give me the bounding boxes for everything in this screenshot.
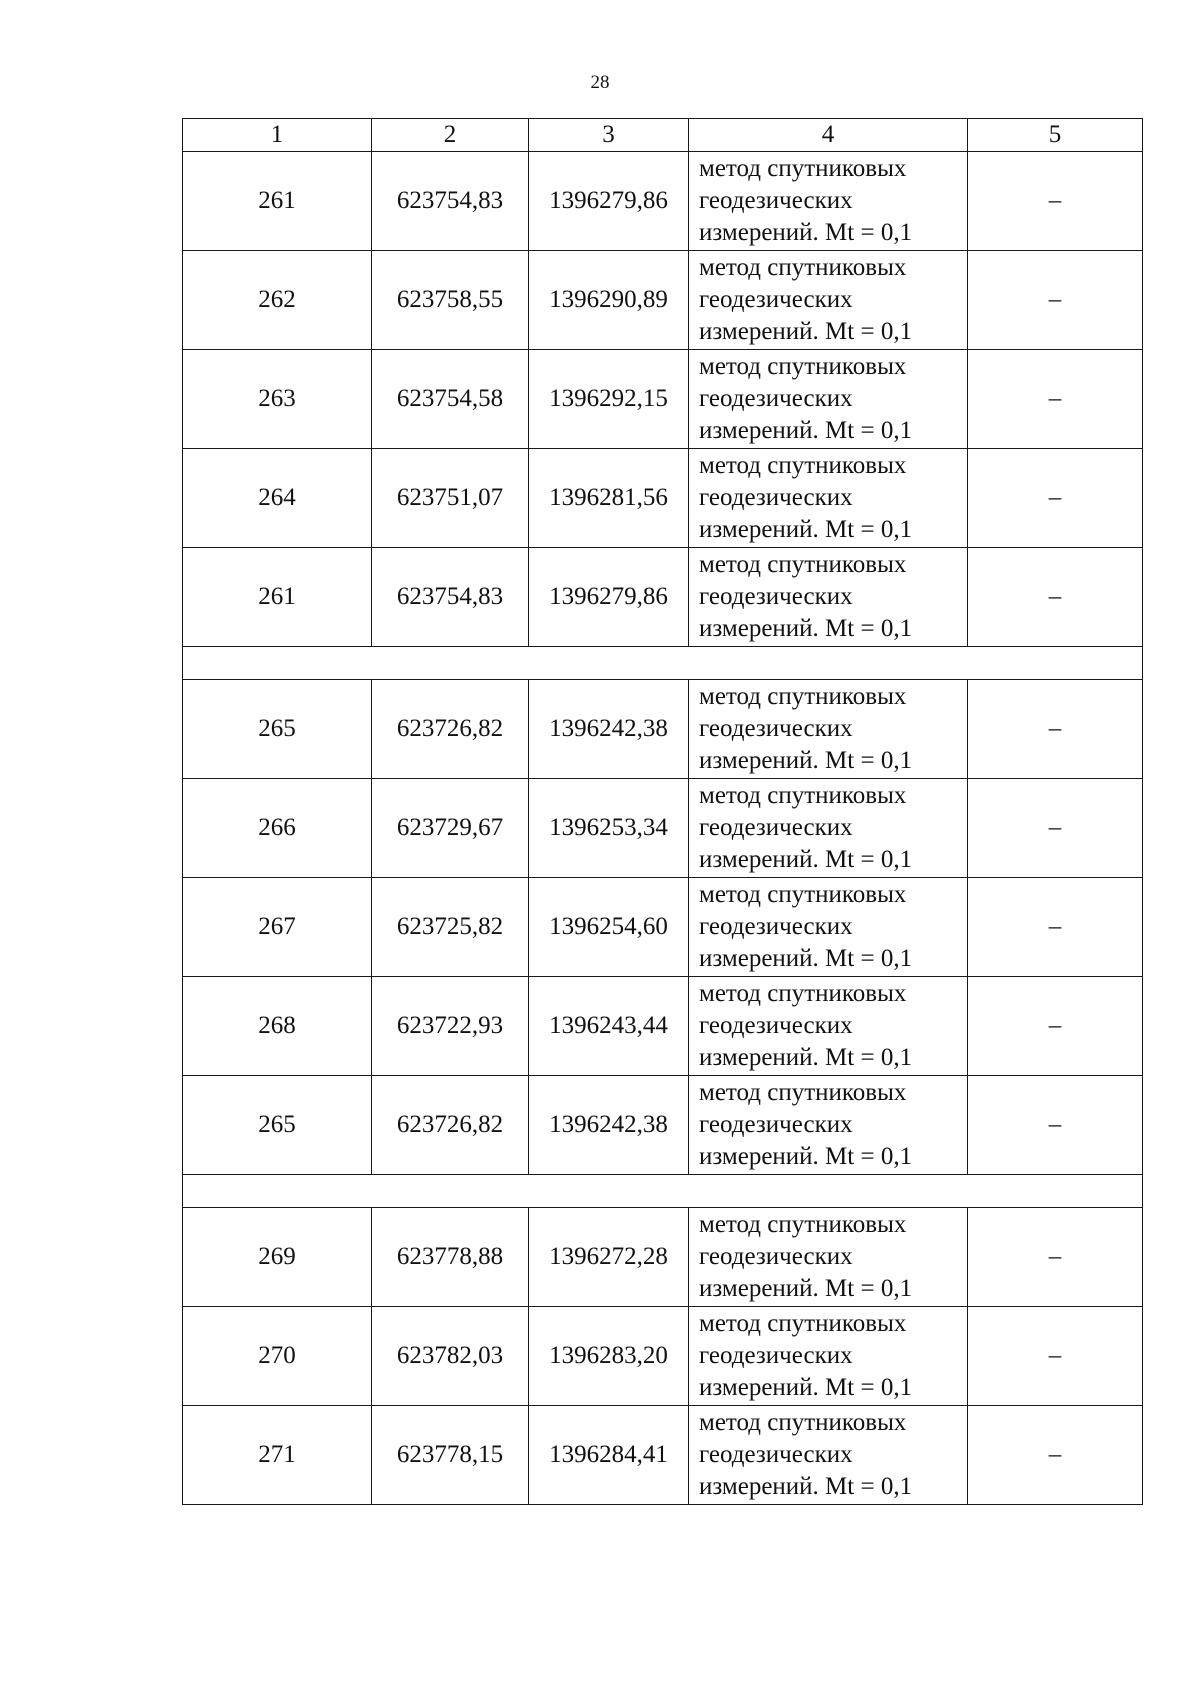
note-cell: – (968, 1076, 1143, 1175)
point-number-cell: 263 (183, 350, 372, 449)
method-cell (689, 779, 968, 878)
note-cell: – (968, 548, 1143, 647)
method-line: измерений. Mt = 0,1 (699, 846, 913, 873)
y-coordinate-cell: 1396281,56 (529, 449, 689, 548)
method-line: геодезических (699, 187, 853, 214)
x-coordinate-cell: 623754,58 (372, 350, 529, 449)
point-number-cell: 271 (183, 1406, 372, 1505)
header-cell-1: 1 (183, 119, 372, 152)
y-coordinate-cell: 1396272,28 (529, 1208, 689, 1307)
x-coordinate-cell: 623754,83 (372, 152, 529, 251)
x-coordinate-cell: 623758,55 (372, 251, 529, 350)
y-coordinate-cell: 1396279,86 (529, 152, 689, 251)
table-row (183, 680, 1143, 779)
method-cell (689, 1406, 968, 1505)
method-line: измерений. Mt = 0,1 (699, 1275, 913, 1302)
x-coordinate-cell: 623726,82 (372, 680, 529, 779)
method-line: метод спутниковых (699, 1310, 907, 1337)
y-coordinate-cell: 1396292,15 (529, 350, 689, 449)
method-line: метод спутниковых (699, 1211, 907, 1238)
note-cell: – (968, 680, 1143, 779)
note-cell: – (968, 152, 1143, 251)
method-cell (689, 977, 968, 1076)
method-line: измерений. Mt = 0,1 (699, 1044, 913, 1071)
method-line: метод спутниковых (699, 881, 907, 908)
point-number-cell: 266 (183, 779, 372, 878)
method-line: измерений. Mt = 0,1 (699, 945, 913, 972)
y-coordinate-cell: 1396242,38 (529, 680, 689, 779)
method-cell (689, 152, 968, 251)
table-row (183, 1208, 1143, 1307)
table-row (183, 977, 1143, 1076)
y-coordinate-cell: 1396284,41 (529, 1406, 689, 1505)
table-row (183, 1307, 1143, 1406)
point-number-cell: 261 (183, 152, 372, 251)
point-number-cell: 269 (183, 1208, 372, 1307)
point-number-cell: 270 (183, 1307, 372, 1406)
method-line: метод спутниковых (699, 980, 907, 1007)
group-separator-row (183, 647, 1143, 680)
page-number: 28 (590, 72, 610, 93)
y-coordinate-cell: 1396242,38 (529, 1076, 689, 1175)
method-line: метод спутниковых (699, 254, 907, 281)
y-coordinate-cell: 1396290,89 (529, 251, 689, 350)
method-line: измерений. Mt = 0,1 (699, 747, 913, 774)
point-number-cell: 265 (183, 680, 372, 779)
method-line: геодезических (699, 1441, 853, 1468)
header-cell-4: 4 (689, 119, 968, 152)
point-number-cell: 268 (183, 977, 372, 1076)
method-cell (689, 878, 968, 977)
method-line: измерений. Mt = 0,1 (699, 1473, 913, 1500)
method-line: метод спутниковых (699, 1409, 907, 1436)
x-coordinate-cell: 623754,83 (372, 548, 529, 647)
table-row (183, 251, 1143, 350)
note-cell: – (968, 251, 1143, 350)
note-cell: – (968, 878, 1143, 977)
method-line: геодезических (699, 286, 853, 313)
method-cell (689, 680, 968, 779)
group-separator-row (183, 1175, 1143, 1208)
y-coordinate-cell: 1396243,44 (529, 977, 689, 1076)
header-cell-3: 3 (529, 119, 689, 152)
x-coordinate-cell: 623782,03 (372, 1307, 529, 1406)
table-row (183, 350, 1143, 449)
header-cell-5: 5 (968, 119, 1143, 152)
x-coordinate-cell: 623722,93 (372, 977, 529, 1076)
method-line: измерений. Mt = 0,1 (699, 516, 913, 543)
point-number-cell: 264 (183, 449, 372, 548)
coordinates-table (182, 118, 1143, 1505)
table-row (183, 449, 1143, 548)
method-line: измерений. Mt = 0,1 (699, 417, 913, 444)
method-line: геодезических (699, 1342, 853, 1369)
point-number-cell: 265 (183, 1076, 372, 1175)
method-line: метод спутниковых (699, 452, 907, 479)
group-separator-cell (183, 647, 1143, 680)
table-row (183, 779, 1143, 878)
table-row (183, 878, 1143, 977)
method-cell (689, 251, 968, 350)
method-line: метод спутниковых (699, 353, 907, 380)
method-line: метод спутниковых (699, 551, 907, 578)
method-line: метод спутниковых (699, 782, 907, 809)
method-cell (689, 1208, 968, 1307)
method-line: метод спутниковых (699, 155, 907, 182)
method-line: геодезических (699, 1111, 853, 1138)
x-coordinate-cell: 623725,82 (372, 878, 529, 977)
method-line: геодезических (699, 484, 853, 511)
table-row (183, 152, 1143, 251)
method-cell (689, 548, 968, 647)
x-coordinate-cell: 623751,07 (372, 449, 529, 548)
method-line: геодезических (699, 715, 853, 742)
note-cell: – (968, 977, 1143, 1076)
method-line: геодезических (699, 814, 853, 841)
method-line: метод спутниковых (699, 1079, 907, 1106)
group-separator-cell (183, 1175, 1143, 1208)
note-cell: – (968, 1208, 1143, 1307)
x-coordinate-cell: 623729,67 (372, 779, 529, 878)
method-cell (689, 449, 968, 548)
y-coordinate-cell: 1396253,34 (529, 779, 689, 878)
table-body (183, 152, 1143, 1505)
method-line: геодезических (699, 1243, 853, 1270)
method-line: измерений. Mt = 0,1 (699, 1374, 913, 1401)
note-cell: – (968, 779, 1143, 878)
method-cell (689, 350, 968, 449)
table-row (183, 1406, 1143, 1505)
method-line: геодезических (699, 583, 853, 610)
point-number-cell: 261 (183, 548, 372, 647)
header-row (183, 119, 1143, 152)
note-cell: – (968, 1406, 1143, 1505)
note-cell: – (968, 1307, 1143, 1406)
table-row (183, 1076, 1143, 1175)
note-cell: – (968, 350, 1143, 449)
method-line: измерений. Mt = 0,1 (699, 318, 913, 345)
method-cell (689, 1307, 968, 1406)
y-coordinate-cell: 1396283,20 (529, 1307, 689, 1406)
method-line: геодезических (699, 1012, 853, 1039)
note-cell: – (968, 449, 1143, 548)
point-number-cell: 267 (183, 878, 372, 977)
x-coordinate-cell: 623778,88 (372, 1208, 529, 1307)
method-line: геодезических (699, 913, 853, 940)
method-line: измерений. Mt = 0,1 (699, 615, 913, 642)
method-cell (689, 1076, 968, 1175)
coordinates-table-wrapper (182, 118, 1142, 1505)
method-line: метод спутниковых (699, 683, 907, 710)
table-row (183, 548, 1143, 647)
header-cell-2: 2 (372, 119, 529, 152)
method-line: геодезических (699, 385, 853, 412)
point-number-cell: 262 (183, 251, 372, 350)
y-coordinate-cell: 1396254,60 (529, 878, 689, 977)
x-coordinate-cell: 623726,82 (372, 1076, 529, 1175)
x-coordinate-cell: 623778,15 (372, 1406, 529, 1505)
method-line: измерений. Mt = 0,1 (699, 1143, 913, 1170)
y-coordinate-cell: 1396279,86 (529, 548, 689, 647)
method-line: измерений. Mt = 0,1 (699, 219, 913, 246)
